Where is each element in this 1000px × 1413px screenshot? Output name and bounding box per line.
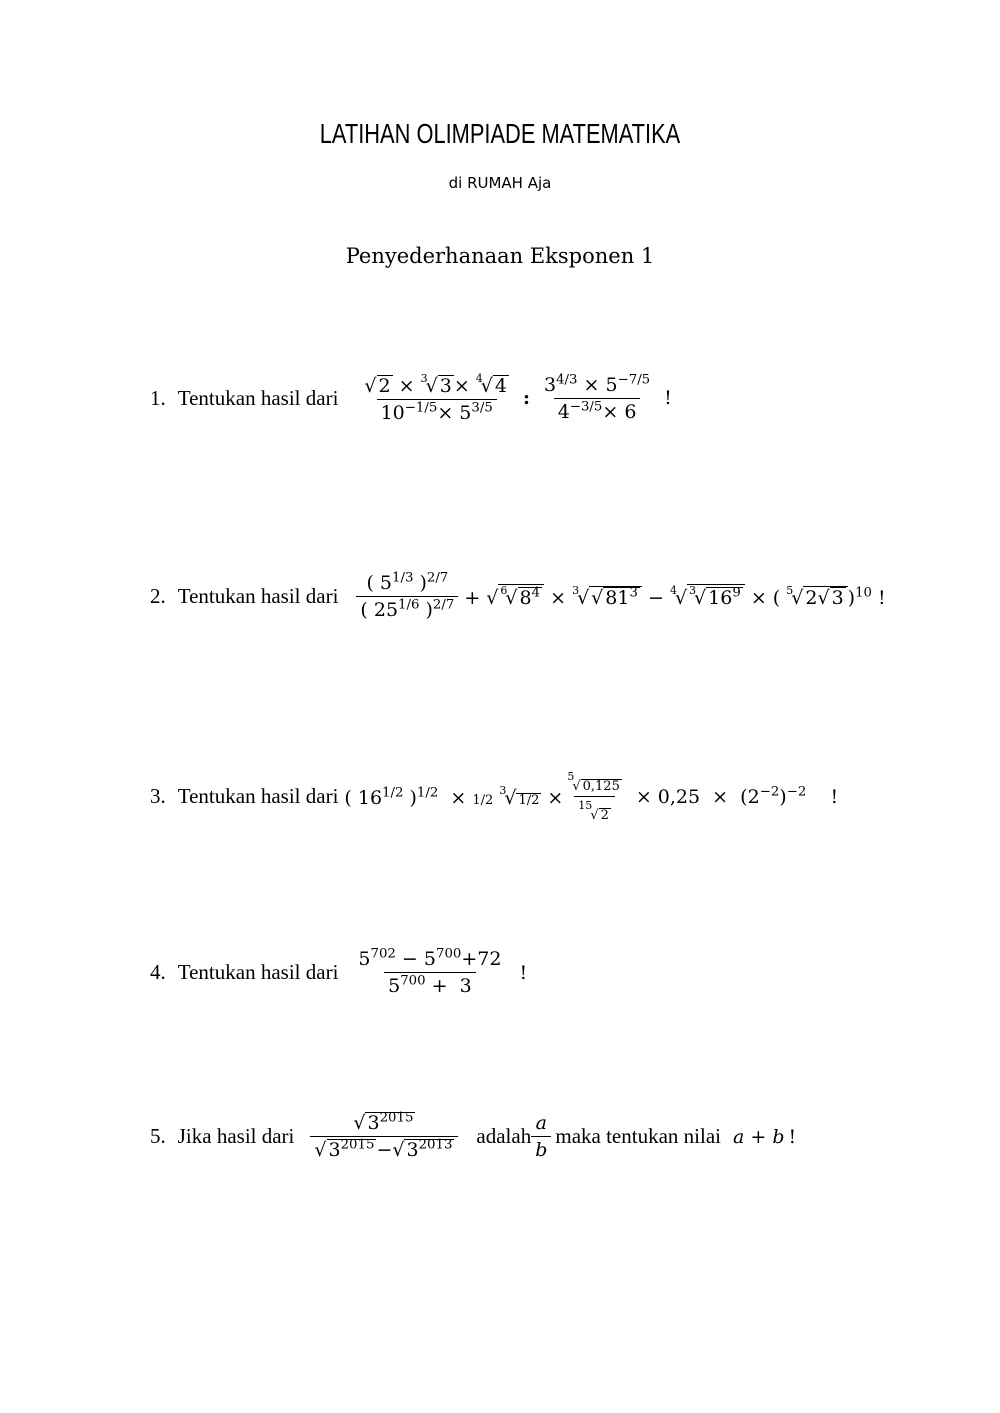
problem-number: 4. — [150, 960, 166, 984]
math-fraction: $\frac{√ 2 \times ^3√ 3 \times ^4√ 4}{10^{-1/5}\times 5^{3/5}}$ — [364, 372, 507, 424]
math-expression: ( $16^{1/2}$ )$^{1/2}$ × 1/2 $^3$√ 1/2 × — [344, 784, 564, 810]
math-fraction: $\frac{√ 3^{2015}}{√ 3^{2015} -√ 3^{2013}}$ — [310, 1112, 458, 1161]
problem-3: 3. Tentukan hasil dari ( $16^{1/2}$ )$^{1/2}$ × 1/2 $^3$√ 1/2 × $\frac{^5√ 0,125}{^{15}√ 2}$ × $0,25 \times (2^{-2})^{-2}$ ! — [150, 770, 839, 824]
problem-5: 5. Jika hasil dari $\frac{√ 3^{2015}}{√ 3^{2015} -√ 3^{2013}}$ adalah $\frac{a}{b}$ maka tentukan nilai a + b ! — [150, 1110, 797, 1161]
math-fraction: $\frac{^5√ 0,125}{^{15}√ 2}$ — [567, 770, 620, 824]
problem-text: Tentukan hasil dari — [177, 584, 339, 608]
problem-text: Jika hasil dari — [177, 1124, 295, 1148]
problem-2 — [150, 572, 886, 621]
problem-text: Tentukan hasil dari — [177, 385, 339, 410]
math-fraction: $\frac{3^{4/3} \times 5^{-7/5}}{4^{-3/5}\times 6}$ — [544, 372, 651, 423]
problem-4: 4. Tentukan hasil dari $\frac{5^{702} - 5^{700}+72}{5^{700} + 3}$ ! — [150, 946, 528, 997]
problem-1: 1. Tentukan hasil dari $\frac{√ 2 \times ^3√ 3 \times ^4√ 4}{10^{-1/5}\times 5^{3/5}}$ : $\frac{3^{4/3} \times 5^{-7/5}}{4^{-3/5}\times 6}$ ! — [150, 372, 672, 424]
section-heading: Penyederhanaan Eksponen 1 — [345, 244, 655, 268]
math-fraction: $\frac{a}{b}$ — [531, 1112, 551, 1161]
problem-text: Tentukan hasil dari — [177, 960, 339, 984]
math-fraction: $\frac{( 5^{1/3} )^{2/7}}{( 25^{1/6} )^{2/7}}$ — [356, 572, 458, 621]
problem-end-text: maka tentukan nilai — [555, 1124, 721, 1148]
math-expression: a + b — [733, 1125, 785, 1148]
problem-mid-text: adalah — [476, 1124, 532, 1148]
problem-number: 1. — [150, 385, 166, 410]
problem-number: 2. — [150, 584, 166, 608]
math-expression: + √ $^6$√ $8^4 \times ^3√$ √ $81^3 - ^4√$ $^3$√ $16^9$ × ( $^5$√ 2√ 3 )$^{10}$ ! — [464, 584, 886, 609]
problem-text: Tentukan hasil dari — [177, 784, 339, 809]
problem-number: 5. — [150, 1124, 166, 1148]
math-fraction: $\frac{5^{702} - 5^{700}+72}{5^{700} + 3}$ — [358, 946, 502, 997]
page-title: LATIHAN OLIMPIADE MATEMATIKA — [319, 118, 681, 149]
problem-number: 3. — [150, 784, 166, 809]
page-subtitle: di RUMAH Aja — [448, 174, 552, 192]
